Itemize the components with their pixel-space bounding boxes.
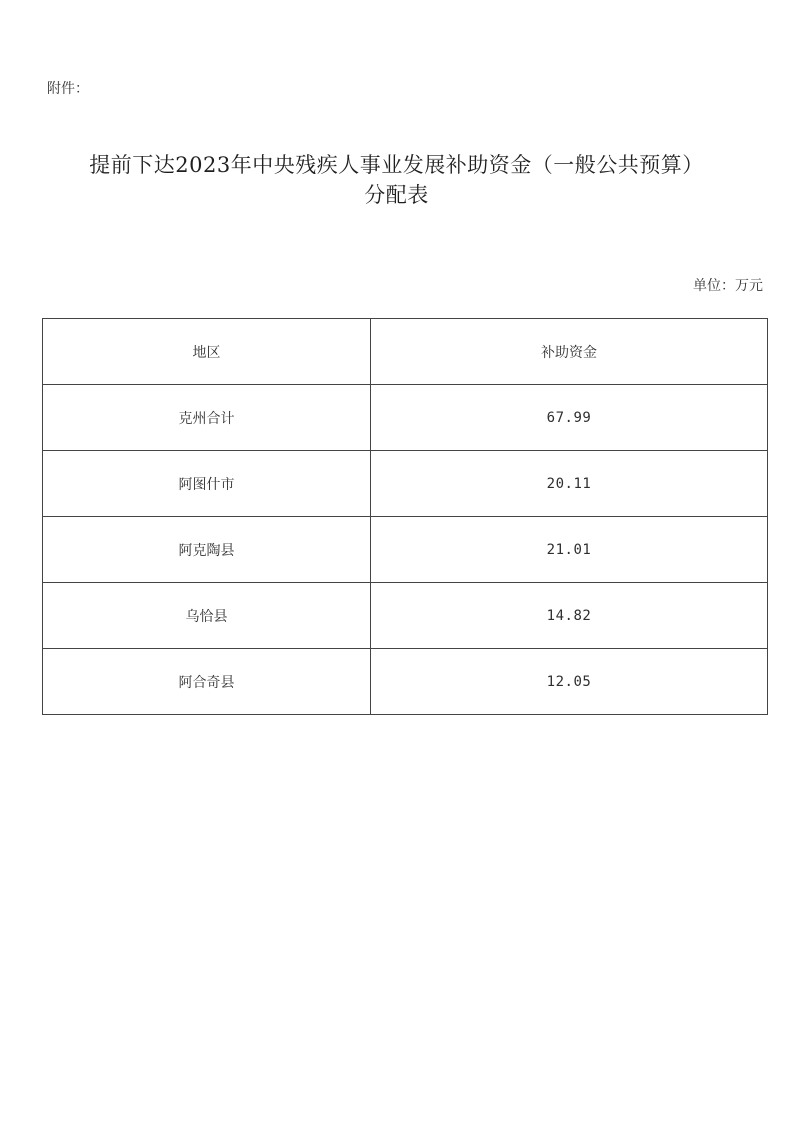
table-row (43, 451, 768, 517)
table-header-row (43, 319, 768, 385)
title-line-2: 分配表 (364, 183, 429, 207)
column-header-amount: 补助资金 (371, 319, 768, 385)
amount-cell: 12.05 (371, 649, 768, 715)
title-line-1: 提前下达2023年中央残疾人事业发展补助资金（一般公共预算） (89, 153, 704, 177)
amount-cell: 67.99 (371, 385, 768, 451)
table-row (43, 385, 768, 451)
region-cell: 阿图什市 (43, 451, 371, 517)
amount-cell: 14.82 (371, 583, 768, 649)
region-cell: 阿克陶县 (43, 517, 371, 583)
table-row (43, 583, 768, 649)
table-row (43, 649, 768, 715)
column-header-region: 地区 (43, 319, 371, 385)
region-cell: 乌恰县 (43, 583, 371, 649)
allocation-table (42, 318, 768, 715)
amount-cell: 20.11 (371, 451, 768, 517)
region-cell: 克州合计 (43, 385, 371, 451)
attachment-label: 附件： (47, 81, 89, 97)
amount-cell: 21.01 (371, 517, 768, 583)
region-cell: 阿合奇县 (43, 649, 371, 715)
table-row (43, 517, 768, 583)
document-title (0, 150, 793, 210)
unit-label: 单位：万元 (693, 278, 763, 294)
